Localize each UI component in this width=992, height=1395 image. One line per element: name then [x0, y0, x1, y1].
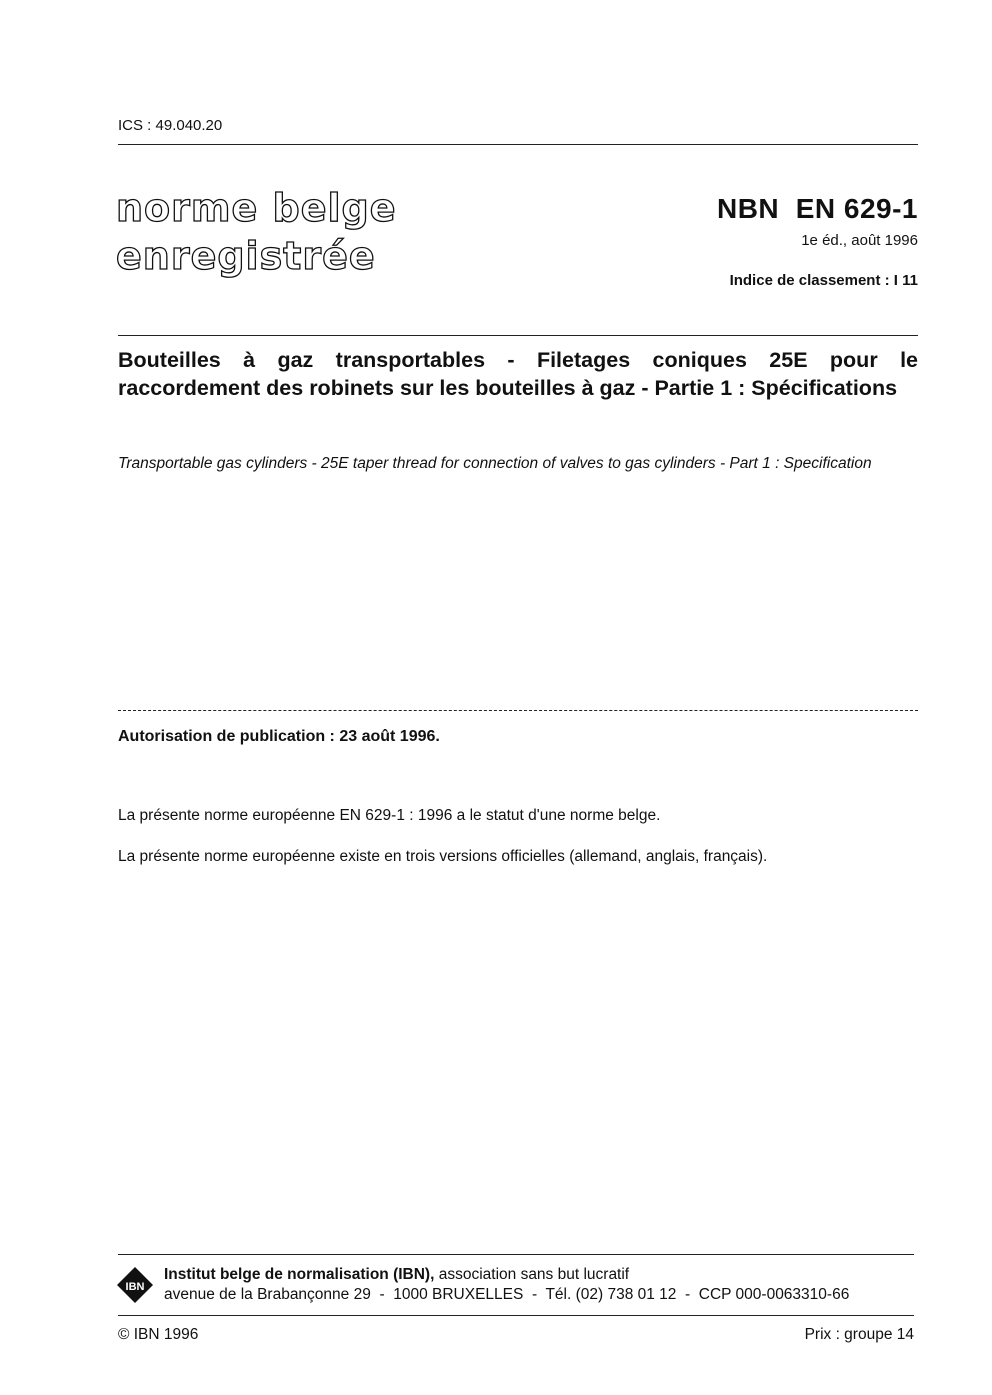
versions-statement: La présente norme européenne existe en trois versions officielles (allemand, anglais, français). [118, 848, 768, 865]
copyright: © IBN 1996 [118, 1326, 199, 1343]
edition-date: 1e éd., août 1996 [801, 232, 918, 249]
brand-line-1: norme belge [116, 186, 397, 230]
classification-index: Indice de classement : I 11 [729, 272, 918, 289]
english-title: Transportable gas cylinders - 25E taper thread for connection of valves to gas cylinders - Part 1 : Specification [118, 455, 872, 472]
institute-line [164, 1266, 629, 1284]
french-title: Bouteilles à gaz transportables - Filetages coniques 25E pour le raccordement des robinets sur les bouteilles à gaz - Partie 1 : Spécifications [118, 348, 918, 400]
brand-line-2: enregistrée [116, 234, 376, 278]
publication-authorization: Autorisation de publication : 23 août 1996. [118, 728, 440, 745]
ibn-logo-icon [116, 1266, 154, 1304]
title-divider [118, 335, 918, 336]
top-divider [118, 144, 918, 145]
institute-address: avenue de la Brabançonne 29 - 1000 BRUXELLES - Tél. (02) 738 01 12 - CCP 000-0063310-66 [164, 1286, 850, 1303]
price-group: Prix : groupe 14 [804, 1326, 914, 1343]
standard-number: NBN EN 629-1 [716, 193, 918, 224]
ics-code: ICS : 49.040.20 [118, 117, 223, 134]
bottom-divider [118, 1315, 914, 1316]
ibn-logo-text: IBN [125, 1281, 145, 1293]
footer-divider [118, 1254, 914, 1255]
institute-description: association sans but lucratif [434, 1266, 630, 1283]
status-statement: La présente norme européenne EN 629-1 : 1996 a le statut d'une norme belge. [118, 807, 661, 824]
institute-name: Institut belge de normalisation (IBN), [164, 1266, 435, 1283]
authorization-divider [118, 710, 918, 711]
